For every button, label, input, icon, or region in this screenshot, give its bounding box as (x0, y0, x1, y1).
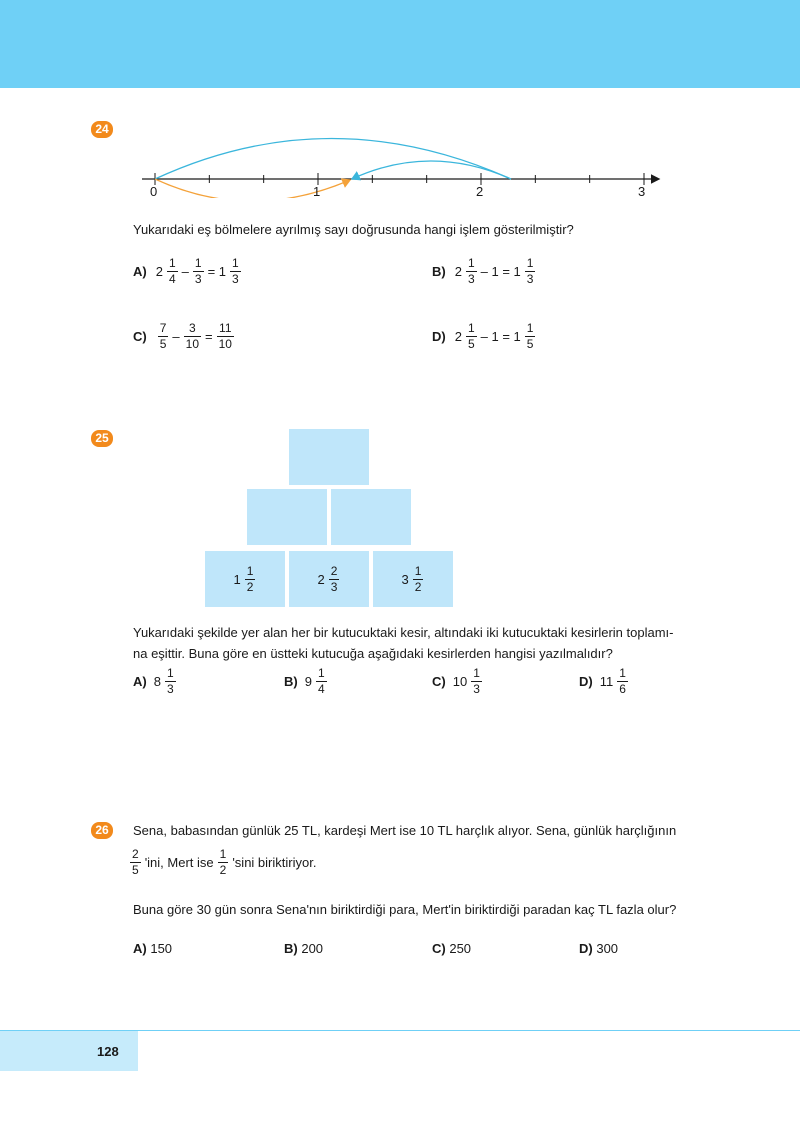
operator: – 1 = 1 (480, 264, 521, 279)
fraction: $\frac{1}{5}$ (526, 321, 534, 351)
question-text-line2: na eşittir. Buna göre en üstteki kutucuğa aşağıdaki kesirlerden hangisi yazılmalıdır? (133, 646, 613, 661)
option-a[interactable] (133, 256, 242, 287)
option-label: C) (432, 941, 446, 956)
whole-part: 9 (304, 674, 312, 689)
whole-part: 2 (454, 329, 462, 344)
option-b[interactable] (284, 941, 323, 956)
operator: – (181, 264, 189, 279)
fraction: $\frac{1}{3}$ (166, 666, 174, 696)
whole-part: 2 (454, 264, 462, 279)
option-a[interactable] (133, 666, 177, 697)
option-c[interactable] (432, 941, 471, 956)
arc-0-to-2-1-3 (155, 139, 511, 180)
number-line-label-2: 2 (476, 184, 484, 199)
fraction: $\frac{1}{3}$ (473, 666, 480, 696)
option-value: 250 (449, 941, 472, 956)
pyramid-box-bottom-1 (205, 551, 285, 607)
pyramid-box-bottom-2 (289, 551, 369, 607)
arc-back-one (352, 161, 511, 179)
fraction: $\frac{1}{6}$ (619, 666, 626, 696)
header-band (0, 0, 800, 88)
option-b[interactable] (284, 666, 328, 697)
question-text-line1: Yukarıdaki şekilde yer alan her bir kutucuktaki kesir, altındaki iki kutucuktaki kesirlerin toplamı- (133, 625, 674, 640)
operator: – (172, 329, 180, 344)
fraction: $\frac{1}{2}$ (219, 847, 227, 877)
fraction: $\frac{1}{2}$ (246, 563, 254, 594)
pyramid-box-top (289, 429, 369, 485)
option-c[interactable] (432, 666, 483, 697)
question-text-line2 (129, 847, 316, 878)
question-text-line1: Sena, babasından günlük 25 TL, kardeşi Mert ise 10 TL harçlık alıyor. Sena, günlük harçlığının (133, 823, 677, 838)
option-value: 200 (301, 941, 324, 956)
whole-part: 11 (599, 674, 614, 689)
fraction: $\frac{7}{5}$ (159, 321, 167, 351)
operator: = 1 (207, 264, 226, 279)
option-d[interactable] (579, 666, 629, 697)
operator: = (205, 329, 213, 344)
whole-part: 1 (233, 571, 241, 587)
text-fragment: 'sini biriktiriyor. (232, 855, 317, 870)
number-line-label-3: 3 (638, 184, 646, 199)
fraction: $\frac{1}{4}$ (317, 666, 325, 696)
option-label: A) (133, 941, 147, 956)
fraction: $\frac{1}{3}$ (232, 256, 239, 286)
whole-part: 2 (317, 571, 325, 587)
fraction: $\frac{1}{3}$ (526, 256, 534, 286)
fraction: $\frac{2}{3}$ (330, 563, 338, 594)
whole-part: 8 (153, 674, 161, 689)
option-label: D) (579, 674, 593, 689)
pyramid-box-bottom-3 (373, 551, 453, 607)
arc-result (155, 179, 350, 198)
fraction: $\frac{1}{2}$ (414, 563, 422, 594)
fraction: $\frac{11}{10}$ (218, 321, 232, 351)
fraction: $\frac{1}{5}$ (467, 321, 475, 351)
question-number-badge: 26 (91, 822, 113, 839)
option-label: C) (133, 329, 147, 344)
whole-part: 3 (401, 571, 409, 587)
option-label: B) (432, 264, 446, 279)
fraction: $\frac{1}{3}$ (467, 256, 475, 286)
option-label: B) (284, 674, 298, 689)
option-label: B) (284, 941, 298, 956)
question-text: Yukarıdaki eş bölmelere ayrılmış sayı doğrusunda hangi işlem gösterilmiştir? (133, 222, 574, 237)
question-text: Buna göre 30 gün sonra Sena'nın biriktirdiği para, Mert'in biriktirdiği paradan kaç TL fazla olur? (133, 902, 677, 917)
option-label: D) (432, 329, 446, 344)
option-label: C) (432, 674, 446, 689)
whole-part: 2 (155, 264, 163, 279)
option-a[interactable] (133, 941, 172, 956)
option-value: 150 (150, 941, 173, 956)
fraction: $\frac{2}{5}$ (132, 847, 139, 877)
fraction: $\frac{1}{4}$ (168, 256, 176, 286)
option-b[interactable] (432, 256, 536, 287)
option-d[interactable] (432, 321, 536, 352)
operator: – 1 = 1 (480, 329, 521, 344)
page-number: 128 (97, 1044, 119, 1059)
fraction: $\frac{3}{10}$ (185, 321, 199, 351)
number-line-figure (140, 118, 680, 198)
question-number-badge: 24 (91, 121, 113, 138)
question-number-badge: 25 (91, 430, 113, 447)
fraction: $\frac{1}{3}$ (194, 256, 202, 286)
whole-part: 10 (452, 674, 468, 689)
text-fragment: 'ini, Mert ise (144, 855, 214, 870)
option-c[interactable] (133, 321, 235, 352)
pyramid-box-middle-right (331, 489, 411, 545)
number-line-label-1: 1 (313, 184, 321, 199)
option-value: 300 (596, 941, 619, 956)
pyramid-box-middle-left (247, 489, 327, 545)
option-label: A) (133, 264, 147, 279)
option-label: A) (133, 674, 147, 689)
number-line-label-0: 0 (150, 184, 158, 199)
option-d[interactable] (579, 941, 618, 956)
option-label: D) (579, 941, 593, 956)
